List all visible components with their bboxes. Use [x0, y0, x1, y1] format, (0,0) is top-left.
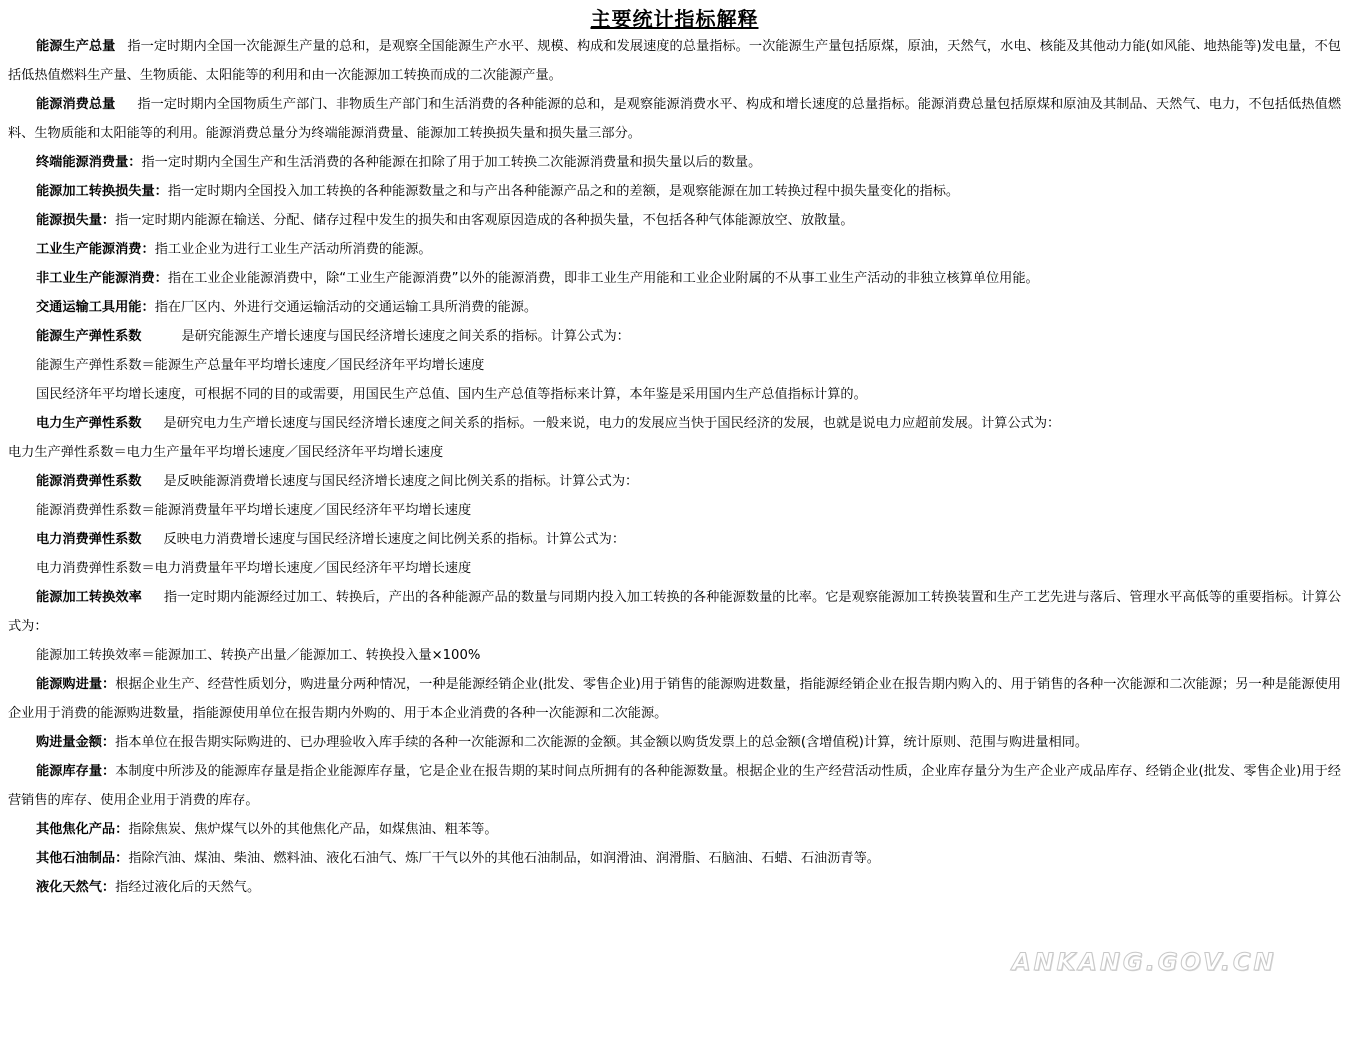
formula-text: 电力生产弹性系数＝电力生产量年平均增长速度／国民经济年平均增长速度: [8, 445, 444, 460]
formula-text: 能源生产弹性系数＝能源生产总量年平均增长速度／国民经济年平均增长速度: [36, 358, 485, 373]
definition-text: 本制度中所涉及的能源库存量是指企业能源库存量，它是企业在报告期的某时间点所拥有的各种能源数量。根据企业的生产经营活动性质，企业库存量分为生产企业产成品库存、经销企业(批发、零售企业)用于经营销售的库存、使用企业用于消费的库存。: [8, 764, 1341, 808]
term-label: 其他石油制品：: [36, 851, 129, 866]
formula-consumption-elasticity: [8, 496, 1341, 525]
definition-text: 指一定时期内全国生产和生活消费的各种能源在扣除了用于加工转换二次能源消费量和损失量以后的数量。: [141, 155, 762, 170]
term-label: 能源加工转换损失量：: [36, 184, 168, 199]
term-label: 能源购进量：: [36, 677, 116, 692]
term-label: 能源消费弹性系数: [36, 474, 142, 489]
term-label: 电力生产弹性系数: [36, 416, 142, 431]
para-energy-stock: [8, 757, 1341, 815]
para-transport-energy: [8, 293, 1341, 322]
para-energy-consumption-total: [8, 90, 1341, 148]
definition-text: 指一定时期内能源经过加工、转换后，产出的各种能源产品的数量与同期内投入加工转换的各种能源数量的比率。它是观察能源加工转换装置和生产工艺先进与落后、管理水平高低等的重要指标。计算公式为：: [8, 590, 1342, 634]
para-power-production-elasticity: [8, 409, 1341, 438]
para-non-industrial-energy: [8, 264, 1341, 293]
term-label: 能源损失量：: [36, 213, 116, 228]
formula-production-elasticity: [8, 351, 1341, 380]
definition-text: 指一定时期内全国物质生产部门、非物质生产部门和生活消费的各种能源的总和，是观察能源消费水平、构成和增长速度的总量指标。能源消费总量包括原煤和原油及其制品、天然气、电力，不包括低热值燃料、生物质能和太阳能等的利用。能源消费总量分为终端能源消费量、能源加工转换损失量和损失量三部分。: [8, 97, 1342, 141]
definition-text: 指除焦炭、焦炉煤气以外的其他焦化产品，如煤焦油、粗苯等。: [128, 822, 498, 837]
para-power-consumption-elasticity: [8, 525, 1341, 554]
definition-text: 是反映能源消费增长速度与国民经济增长速度之间比例关系的指标。计算公式为：: [163, 474, 639, 489]
definition-text: 指在厂区内、外进行交通运输活动的交通运输工具所消费的能源。: [154, 300, 538, 315]
term-label: 其他焦化产品：: [36, 822, 129, 837]
definition-text: 指一定时期内能源在输送、分配、储存过程中发生的损失和由客观原因造成的各种损失量，不包括各种气体能源放空、放散量。: [115, 213, 854, 228]
definition-text: 指在工业企业能源消费中，除“工业生产能源消费”以外的能源消费，即非工业生产用能和工业企业附属的不从事工业生产活动的非独立核算单位用能。: [167, 271, 1039, 286]
formula-power-production-elasticity: [8, 438, 1341, 467]
definition-text: 是研究电力生产增长速度与国民经济增长速度之间关系的指标。一般来说，电力的发展应当快于国民经济的发展，也就是说电力应超前发展。计算公式为：: [163, 416, 1061, 431]
para-consumption-elasticity: [8, 467, 1341, 496]
para-production-elasticity: [8, 322, 1341, 351]
para-energy-loss: [8, 206, 1341, 235]
formula-power-consumption-elasticity: [8, 554, 1341, 583]
formula-conversion-efficiency: [8, 641, 1341, 670]
formula-text: 能源消费弹性系数＝能源消费量年平均增长速度／国民经济年平均增长速度: [36, 503, 472, 518]
definition-text: 指一定时期内全国一次能源生产量的总和，是观察全国能源生产水平、规模、构成和发展速度的总量指标。一次能源生产量包括原煤，原油，天然气，水电、核能及其他动力能(如风能、地热能等)发电量，不包括低热值燃料生产量、生物质能、太阳能等的利用和由一次能源加工转换而成的二次能源产量。: [8, 39, 1341, 83]
para-lng: [8, 873, 1341, 902]
term-label: 工业生产能源消费：: [36, 242, 155, 257]
term-label: 能源生产总量: [36, 39, 116, 54]
para-energy-purchase: [8, 670, 1341, 728]
definition-text: 根据企业生产、经营性质划分，购进量分两种情况，一种是能源经销企业(批发、零售企业)用于销售的能源购进数量，指能源经销企业在报告期内购入的、用于销售的各种一次能源和二次能源；另一种是能源使用企业用于消费的能源购进数量，指能源使用单位在报告期内外购的、用于本企业消费的各种一次能源和二次能源。: [8, 677, 1341, 721]
definition-text: 反映电力消费增长速度与国民经济增长速度之间比例关系的指标。计算公式为：: [163, 532, 626, 547]
term-label: 液化天然气：: [36, 880, 116, 895]
para-energy-production-total: [8, 32, 1341, 90]
definition-text: 是研究能源生产增长速度与国民经济增长速度之间关系的指标。计算公式为：: [181, 329, 630, 344]
term-label: 非工业生产能源消费：: [36, 271, 168, 286]
para-other-coking-products: [8, 815, 1341, 844]
para-other-petroleum-products: [8, 844, 1341, 873]
definition-text: 指本单位在报告期实际购进的、已办理验收入库手续的各种一次能源和二次能源的金额。其金额以购货发票上的总金额(含增值税)计算，统计原则、范围与购进量相同。: [115, 735, 1089, 750]
term-label: 购进量金额：: [36, 735, 116, 750]
para-industrial-energy: [8, 235, 1341, 264]
para-conversion-loss: [8, 177, 1341, 206]
definition-text: 指一定时期内全国投入加工转换的各种能源数量之和与产出各种能源产品之和的差额，是观察能源在加工转换过程中损失量变化的指标。: [167, 184, 960, 199]
formula-text: 电力消费弹性系数＝电力消费量年平均增长速度／国民经济年平均增长速度: [36, 561, 472, 576]
term-label: 交通运输工具用能：: [36, 300, 155, 315]
para-conversion-efficiency: [8, 583, 1341, 641]
definition-text: 指经过液化后的天然气。: [115, 880, 261, 895]
term-label: 终端能源消费量：: [36, 155, 142, 170]
term-label: 能源生产弹性系数: [36, 329, 142, 344]
term-label: 能源加工转换效率: [36, 590, 142, 605]
term-label: 能源库存量：: [36, 764, 116, 779]
document-page: [8, 6, 1341, 902]
watermark-logo: ANKANG.GOV.CN: [1012, 948, 1277, 976]
para-final-energy-consumption: [8, 148, 1341, 177]
para-growth-note: [8, 380, 1341, 409]
para-purchase-amount: [8, 728, 1341, 757]
term-label: 能源消费总量: [36, 97, 116, 112]
page-title: 主要统计指标解释: [590, 7, 759, 31]
note-text: 国民经济年平均增长速度，可根据不同的目的或需要，用国民生产总值、国内生产总值等指标来计算，本年鉴是采用国内生产总值指标计算的。: [36, 387, 867, 402]
term-label: 电力消费弹性系数: [36, 532, 142, 547]
definition-text: 指除汽油、煤油、柴油、燃料油、液化石油气、炼厂干气以外的其他石油制品，如润滑油、润滑脂、石脑油、石蜡、石油沥青等。: [128, 851, 880, 866]
formula-text: 能源加工转换效率＝能源加工、转换产出量／能源加工、转换投入量×100%: [36, 648, 481, 663]
definition-text: 指工业企业为进行工业生产活动所消费的能源。: [154, 242, 432, 257]
